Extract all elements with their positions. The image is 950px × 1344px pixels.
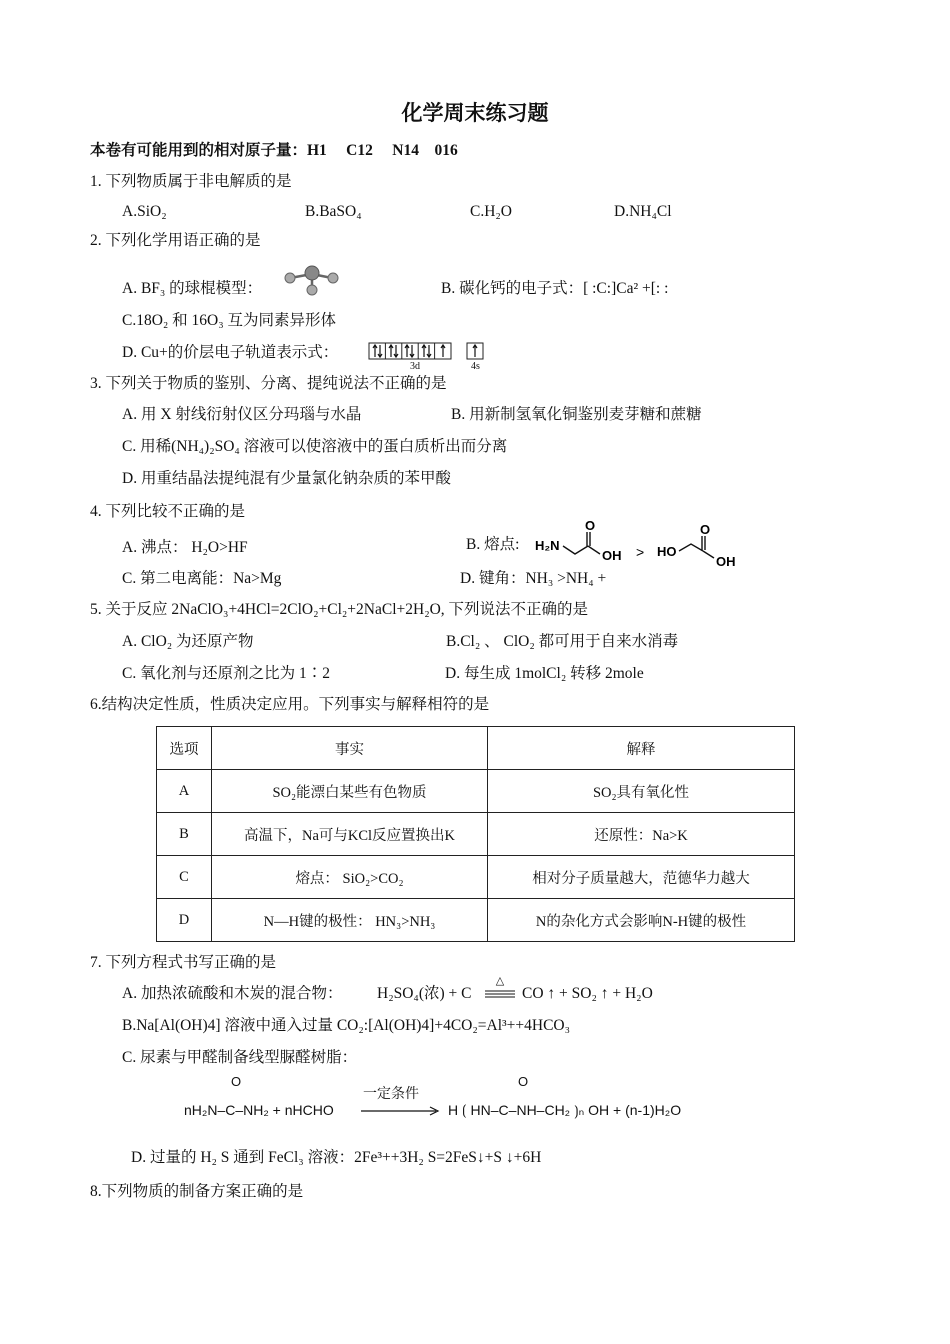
orbital-label-3d: 3d bbox=[410, 361, 420, 372]
table-row bbox=[157, 899, 795, 942]
table-cell: D bbox=[157, 899, 212, 942]
q3-stem: 3. 下列关于物质的鉴别、分离、提纯说法不正确的是 bbox=[90, 375, 447, 392]
table-cell: 高温下，Na可与KCl反应置换出K bbox=[212, 813, 488, 856]
bf3-ball-stick-model bbox=[282, 262, 340, 296]
q7-option-d: D. 过量的 H₂ S 通到 FeCl₃ 溶液：2Fe³++3H₂ S=2FeS↓+S ↓+6H bbox=[131, 1149, 542, 1166]
table-cell: A bbox=[157, 770, 212, 813]
q1-option-d: D.NH₄Cl bbox=[614, 203, 672, 220]
glycolic-oh-label: OH bbox=[716, 554, 736, 569]
q5-option-a: A. ClO₂ 为还原产物 bbox=[122, 633, 254, 650]
glycine-oh-label: OH bbox=[602, 548, 622, 563]
table-cell: SO₂能漂白某些有色物质 bbox=[212, 770, 488, 813]
q1-option-c: C.H₂O bbox=[470, 203, 513, 220]
q5-option-b: B.Cl₂ 、 ClO₂ 都可用于自来水消毒 bbox=[446, 633, 679, 650]
table-cell: 相对分子质量越大，范德华力越大 bbox=[488, 856, 795, 899]
q1-option-a: A.SiO₂ bbox=[122, 203, 167, 220]
q1-option-b: B.BaSO₄ bbox=[305, 203, 362, 220]
q8-stem: 8.下列物质的制备方案正确的是 bbox=[90, 1183, 304, 1200]
q6-stem: 6.结构决定性质，性质决定应用。下列事实与解释相符的是 bbox=[90, 696, 490, 713]
table-cell: N—H键的极性： HN₃>NH₃ bbox=[212, 899, 488, 942]
heating-symbol: △ bbox=[495, 975, 505, 987]
q3-option-c: C. 用稀(NH₄)₂SO₄ 溶液可以使溶液中的蛋白质析出而分离 bbox=[122, 438, 508, 455]
q5-stem: 5. 关于反应 2NaClO₃+4HCl=2ClO₂+Cl₂+2NaCl+2H₂O, 下列说法不正确的是 bbox=[90, 601, 589, 618]
q5-option-c: C. 氧化剂与还原剂之比为 1∶2 bbox=[122, 665, 330, 682]
q3-option-d: D. 用重结晶法提纯混有少量氯化钠杂质的苯甲酸 bbox=[122, 470, 451, 487]
q7-option-b: B.Na[Al(OH)4] 溶液中通入过量 CO₂:[Al(OH)4]+4CO₂=Al³++4HCO₃ bbox=[122, 1017, 571, 1034]
table-cell: SO₂具有氧化性 bbox=[488, 770, 795, 813]
resin-carbonyl-o: O bbox=[518, 1074, 529, 1089]
comparison-sign: > bbox=[636, 544, 645, 560]
urea-carbonyl-o: O bbox=[231, 1074, 242, 1089]
reaction-arrow bbox=[360, 1106, 440, 1116]
table-cell: B bbox=[157, 813, 212, 856]
q5-option-d: D. 每生成 1molCl₂ 转移 2mole bbox=[445, 665, 644, 682]
cu-orbital-diagram bbox=[368, 341, 486, 373]
q7-c-equation-left: nH₂N–C–NH₂ + nHCHO bbox=[184, 1102, 334, 1118]
table-cell: N的杂化方式会影响N-H键的极性 bbox=[488, 899, 795, 942]
q7-stem: 7. 下列方程式书写正确的是 bbox=[90, 954, 277, 971]
q2-option-c: C.18O₂ 和 16O₃ 互为同素异形体 bbox=[122, 312, 337, 329]
q7-a-equation-left: H₂SO₄(浓) + C bbox=[377, 985, 472, 1002]
q1-stem: 1. 下列物质属于非电解质的是 bbox=[90, 173, 292, 190]
q2-option-d: D. Cu+的价层电子轨道表示式： bbox=[122, 344, 339, 361]
table-header-cell: 事实 bbox=[212, 727, 488, 770]
q4-option-d: D. 键角：NH₃ >NH₄ + bbox=[460, 570, 607, 587]
q7-option-c: C. 尿素与甲醛制备线型脲醛树脂： bbox=[122, 1049, 358, 1066]
table-header-cell: 选项 bbox=[157, 727, 212, 770]
q2-stem: 2. 下列化学用语正确的是 bbox=[90, 232, 261, 249]
q3-option-b: B. 用新制氢氧化铜鉴别麦芽糖和蔗糖 bbox=[451, 406, 702, 423]
q7-option-a: A. 加热浓硫酸和木炭的混合物： bbox=[122, 985, 343, 1002]
atomic-mass-note: 本卷有可能用到的相对原子量：H1 C12 N14 016 bbox=[90, 142, 458, 159]
table-row bbox=[157, 770, 795, 813]
equals-sign bbox=[484, 989, 516, 999]
glycine-nh2-label: H₂N bbox=[535, 538, 560, 553]
glycolic-o-label: O bbox=[700, 522, 711, 537]
q7-a-equation-right: CO ↑ + SO₂ ↑ + H₂O bbox=[522, 985, 653, 1002]
reaction-condition: 一定条件 bbox=[363, 1087, 419, 1102]
q4-option-a: A. 沸点： H₂O>HF bbox=[122, 539, 248, 556]
table-cell: 熔点： SiO₂>CO₂ bbox=[212, 856, 488, 899]
table-cell: 还原性：Na>K bbox=[488, 813, 795, 856]
q2-option-b: B. 碳化钙的电子式：[ :C:]Ca² +[: : bbox=[441, 280, 669, 297]
glycolic-ho-label: HO bbox=[657, 544, 677, 559]
q4-option-b: B. 熔点: bbox=[466, 536, 520, 553]
table-header-cell: 解释 bbox=[488, 727, 795, 770]
table-row bbox=[157, 813, 795, 856]
q2-option-a: A. BF₃ 的球棍模型： bbox=[122, 280, 263, 297]
q4-molecules bbox=[533, 518, 743, 570]
glycine-o-label: O bbox=[585, 518, 596, 533]
q6-table bbox=[156, 726, 795, 942]
q7-c-equation-right: H ⟮ HN–C–NH–CH₂ ⟯ₙ OH + (n-1)H₂O bbox=[448, 1102, 682, 1118]
table-header-row bbox=[157, 727, 795, 770]
q3-option-a: A. 用 X 射线衍射仪区分玛瑙与水晶 bbox=[122, 406, 362, 423]
table-row bbox=[157, 856, 795, 899]
q4-option-c: C. 第二电离能：Na>Mg bbox=[122, 570, 282, 587]
table-cell: C bbox=[157, 856, 212, 899]
q4-stem: 4. 下列比较不正确的是 bbox=[90, 503, 246, 520]
page-title: 化学周末练习题 bbox=[401, 101, 549, 125]
orbital-label-4s: 4s bbox=[471, 361, 480, 372]
